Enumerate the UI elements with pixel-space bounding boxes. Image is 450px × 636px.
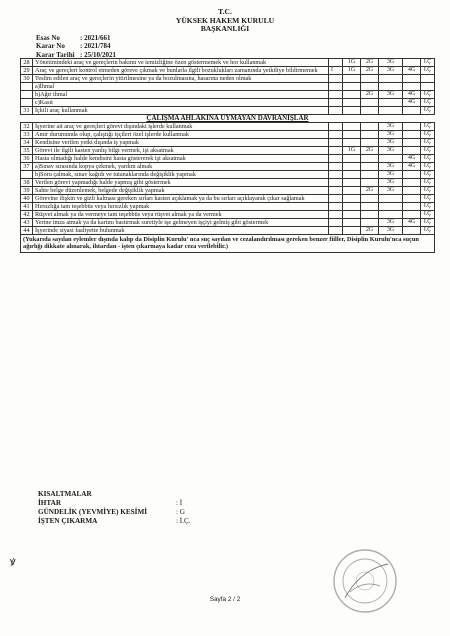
table-row bbox=[21, 131, 435, 139]
row-number: 41 bbox=[21, 203, 33, 211]
gundelik-3g-cell bbox=[379, 107, 403, 115]
gundelik-3g-cell: 3G bbox=[379, 179, 403, 187]
row-number: 43 bbox=[21, 219, 33, 227]
gundelik-4g-cell bbox=[403, 131, 421, 139]
gundelik-2g-cell: 2G bbox=[361, 227, 379, 235]
table-row bbox=[21, 187, 435, 195]
row-description: Amir durumunda olup, çalıştığı işçileri özel işlerde kullanmak bbox=[33, 131, 329, 139]
table-row bbox=[21, 107, 435, 115]
row-description: Sahte belge düzenlemek, belgede değişiklik yapmak bbox=[33, 187, 329, 195]
isten-cikarma-cell: İ.Ç bbox=[421, 139, 435, 147]
ihtar-cell bbox=[329, 163, 343, 171]
gundelik-3g-cell: 3G bbox=[379, 171, 403, 179]
gundelik-2g-cell bbox=[361, 99, 379, 107]
isten-cikarma-cell: İ.Ç bbox=[421, 171, 435, 179]
gundelik-1g-cell bbox=[343, 99, 361, 107]
gundelik-4g-cell bbox=[403, 195, 421, 203]
gundelik-2g-cell: 2G bbox=[361, 59, 379, 67]
gundelik-2g-cell: 2G bbox=[361, 91, 379, 99]
gundelik-2g-cell bbox=[361, 179, 379, 187]
table-row bbox=[21, 139, 435, 147]
table-row bbox=[21, 75, 435, 83]
row-number: 37 bbox=[21, 163, 33, 171]
gundelik-4g-cell bbox=[403, 171, 421, 179]
gundelik-4g-cell bbox=[403, 139, 421, 147]
isten-cikarma-cell: İ.Ç bbox=[421, 195, 435, 203]
isten-cikarma-cell: İ.Ç bbox=[421, 155, 435, 163]
isten-cikarma-cell: İ.Ç bbox=[421, 99, 435, 107]
gundelik-1g-cell bbox=[343, 139, 361, 147]
gundelik-2g-cell bbox=[361, 75, 379, 83]
gundelik-4g-cell bbox=[403, 147, 421, 155]
gundelik-4g-cell bbox=[403, 123, 421, 131]
page-number: Sayfa 2 / 2 bbox=[209, 596, 241, 603]
table-row bbox=[21, 179, 435, 187]
row-number: 28 bbox=[21, 59, 33, 67]
ihtar-cell bbox=[329, 179, 343, 187]
table-row bbox=[21, 59, 435, 67]
section-title-row bbox=[21, 115, 435, 123]
closing-note: (Yukarıda sayılan eylemler dışında kalıp da Disiplin Kurulu' nca suç sayılan ve cezalandırılması gereken benzer fiiller, Disiplin Kurulu'nca suçun ağırlığı dikkate alınarak, ihtardan - işten çıkarmaya kadar ceza verilebilir.) bbox=[21, 235, 435, 253]
ihtar-cell bbox=[329, 203, 343, 211]
header-line-3: BAŞKANLIĞI bbox=[200, 24, 250, 33]
ihtar-cell bbox=[329, 91, 343, 99]
row-number: 35 bbox=[21, 147, 33, 155]
meta-row: Karar Tarihi : 25/10/2021 bbox=[36, 50, 116, 59]
gundelik-1g-cell bbox=[343, 219, 361, 227]
gundelik-4g-cell: 4G bbox=[403, 67, 421, 75]
row-description: İşyerinde siyasi faaliyette bulunmak bbox=[33, 227, 329, 235]
gundelik-1g-cell bbox=[343, 123, 361, 131]
gundelik-2g-cell bbox=[361, 139, 379, 147]
ihtar-cell bbox=[329, 123, 343, 131]
table-row bbox=[21, 155, 435, 163]
gundelik-2g-cell bbox=[361, 219, 379, 227]
gundelik-3g-cell: 3G bbox=[379, 67, 403, 75]
row-description: Verilen görevi yapmadığı halde yapmış gibi göstermek bbox=[33, 179, 329, 187]
gundelik-3g-cell: 3G bbox=[379, 131, 403, 139]
row-number: 31 bbox=[21, 107, 33, 115]
header-line-2: YÜKSEK HAKEM KURULU bbox=[175, 15, 275, 25]
ihtar-cell: İ bbox=[329, 67, 343, 75]
row-description: Teslim edilen araç ve gereçlerin yitirilmesine ya da bozulmasına, hasarına neden olmak bbox=[33, 75, 329, 83]
isten-cikarma-cell bbox=[421, 83, 435, 91]
gundelik-4g-cell: 4G bbox=[403, 99, 421, 107]
abbreviations-title: KISALTMALAR bbox=[38, 490, 92, 498]
isten-cikarma-cell: İ.Ç bbox=[421, 123, 435, 131]
gundelik-4g-cell bbox=[403, 75, 421, 83]
handwritten-initials: ꝟ bbox=[10, 555, 16, 568]
row-description: a)İhmal bbox=[33, 83, 329, 91]
gundelik-1g-cell bbox=[343, 227, 361, 235]
gundelik-1g-cell bbox=[343, 91, 361, 99]
ihtar-cell bbox=[329, 83, 343, 91]
row-number bbox=[21, 99, 33, 107]
gundelik-2g-cell bbox=[361, 155, 379, 163]
gundelik-1g-cell bbox=[343, 203, 361, 211]
official-seal-stamp bbox=[330, 546, 400, 616]
gundelik-2g-cell bbox=[361, 211, 379, 219]
row-number: 40 bbox=[21, 195, 33, 203]
abbreviation-item: İHTAR : İ bbox=[38, 499, 183, 507]
isten-cikarma-cell bbox=[421, 75, 435, 83]
row-number: 30 bbox=[21, 75, 33, 83]
gundelik-4g-cell: 4G bbox=[403, 155, 421, 163]
table-row bbox=[21, 227, 435, 235]
ihtar-cell bbox=[329, 211, 343, 219]
isten-cikarma-cell: İ.Ç bbox=[421, 179, 435, 187]
gundelik-1g-cell bbox=[343, 195, 361, 203]
gundelik-4g-cell: 4G bbox=[403, 91, 421, 99]
isten-cikarma-cell: İ.Ç bbox=[421, 203, 435, 211]
table-row bbox=[21, 83, 435, 91]
isten-cikarma-cell: İ.Ç bbox=[421, 67, 435, 75]
gundelik-2g-cell bbox=[361, 203, 379, 211]
gundelik-1g-cell bbox=[343, 83, 361, 91]
gundelik-3g-cell bbox=[379, 211, 403, 219]
row-description: Hasta olmadığı halde kendisini hasta göstererek işi aksatmak bbox=[33, 155, 329, 163]
row-number: 38 bbox=[21, 179, 33, 187]
ihtar-cell bbox=[329, 187, 343, 195]
gundelik-3g-cell: 3G bbox=[379, 163, 403, 171]
header-line-1: T.C. bbox=[218, 7, 232, 16]
gundelik-2g-cell bbox=[361, 131, 379, 139]
row-number: 36 bbox=[21, 155, 33, 163]
gundelik-4g-cell bbox=[403, 59, 421, 67]
gundelik-4g-cell bbox=[403, 203, 421, 211]
gundelik-1g-cell bbox=[343, 107, 361, 115]
table-row bbox=[21, 99, 435, 107]
ihtar-cell bbox=[329, 75, 343, 83]
ihtar-cell bbox=[329, 227, 343, 235]
gundelik-4g-cell bbox=[403, 107, 421, 115]
row-number bbox=[21, 83, 33, 91]
gundelik-3g-cell: 3G bbox=[379, 187, 403, 195]
isten-cikarma-cell: İ.Ç bbox=[421, 219, 435, 227]
penalty-table bbox=[20, 58, 435, 253]
row-description: c)Kasıt bbox=[33, 99, 329, 107]
row-description: b)Soru çalmak, sınav kağıdı ve tutanaklarında değişiklik yapmak bbox=[33, 171, 329, 179]
row-description: İşyerine ait araç ve gereçleri görevi dışındaki işlerde kullanmak bbox=[33, 123, 329, 131]
gundelik-1g-cell bbox=[343, 171, 361, 179]
ihtar-cell bbox=[329, 147, 343, 155]
gundelik-3g-cell bbox=[379, 155, 403, 163]
gundelik-3g-cell: 3G bbox=[379, 227, 403, 235]
gundelik-2g-cell bbox=[361, 171, 379, 179]
row-description: b)Ağır ihmal bbox=[33, 91, 329, 99]
ihtar-cell bbox=[329, 139, 343, 147]
gundelik-1g-cell bbox=[343, 179, 361, 187]
row-number bbox=[21, 171, 33, 179]
table-row bbox=[21, 211, 435, 219]
isten-cikarma-cell: İ.Ç bbox=[421, 211, 435, 219]
isten-cikarma-cell: İ.Ç bbox=[421, 163, 435, 171]
gundelik-3g-cell bbox=[379, 83, 403, 91]
gundelik-2g-cell: 2G bbox=[361, 67, 379, 75]
document-header bbox=[0, 8, 450, 34]
ihtar-cell bbox=[329, 155, 343, 163]
table-row bbox=[21, 163, 435, 171]
section-title: ÇALIŞMA AHLAKINA UYMAYAN DAVRANIŞLAR bbox=[21, 115, 435, 123]
row-number: 44 bbox=[21, 227, 33, 235]
gundelik-4g-cell bbox=[403, 211, 421, 219]
table-row bbox=[21, 67, 435, 75]
abbreviation-item: GÜNDELİK (YEVMİYE) KESİMİ : G bbox=[38, 508, 185, 516]
gundelik-1g-cell bbox=[343, 211, 361, 219]
row-number: 32 bbox=[21, 123, 33, 131]
row-number: 42 bbox=[21, 211, 33, 219]
isten-cikarma-cell: İ.Ç bbox=[421, 107, 435, 115]
gundelik-1g-cell bbox=[343, 155, 361, 163]
ihtar-cell bbox=[329, 195, 343, 203]
row-description: Kendisine verilen yetki dışında iş yapmak bbox=[33, 139, 329, 147]
ihtar-cell bbox=[329, 59, 343, 67]
gundelik-3g-cell: 3G bbox=[379, 147, 403, 155]
isten-cikarma-cell: İ.Ç bbox=[421, 59, 435, 67]
gundelik-4g-cell: 4G bbox=[403, 163, 421, 171]
table-row bbox=[21, 171, 435, 179]
row-number: 29 bbox=[21, 67, 33, 75]
gundelik-2g-cell bbox=[361, 123, 379, 131]
gundelik-3g-cell: 3G bbox=[379, 123, 403, 131]
gundelik-1g-cell bbox=[343, 75, 361, 83]
gundelik-1g-cell: 1G bbox=[343, 147, 361, 155]
gundelik-4g-cell bbox=[403, 187, 421, 195]
gundelik-2g-cell bbox=[361, 163, 379, 171]
gundelik-4g-cell bbox=[403, 83, 421, 91]
table-row bbox=[21, 123, 435, 131]
ihtar-cell bbox=[329, 219, 343, 227]
table-row bbox=[21, 203, 435, 211]
gundelik-2g-cell: 2G bbox=[361, 187, 379, 195]
table-row bbox=[21, 91, 435, 99]
ihtar-cell bbox=[329, 99, 343, 107]
gundelik-1g-cell: 1G bbox=[343, 59, 361, 67]
gundelik-3g-cell: 3G bbox=[379, 91, 403, 99]
table-row bbox=[21, 195, 435, 203]
gundelik-2g-cell bbox=[361, 107, 379, 115]
case-meta bbox=[36, 34, 116, 59]
gundelik-3g-cell bbox=[379, 75, 403, 83]
row-number: 39 bbox=[21, 187, 33, 195]
row-description: Rüşvet almak ya da vermeye tam teşebbüs veya rüşvet almak ya da vermek bbox=[33, 211, 329, 219]
gundelik-3g-cell: 3G bbox=[379, 139, 403, 147]
row-number: 34 bbox=[21, 139, 33, 147]
gundelik-3g-cell: 3G bbox=[379, 219, 403, 227]
table-row bbox=[21, 219, 435, 227]
isten-cikarma-cell: İ.Ç bbox=[421, 147, 435, 155]
note-row bbox=[21, 235, 435, 253]
row-number: 33 bbox=[21, 131, 33, 139]
row-description: Hırsızlığa tam teşebbüs veya hırsızlık yapmak bbox=[33, 203, 329, 211]
row-description: Araç ve gereçleri kontrol etmeden göreve çıkmak ve bunlarla ilgili bozuklukları zamanında yetkiliye bildirmemek bbox=[33, 67, 329, 75]
isten-cikarma-cell: İ.Ç bbox=[421, 187, 435, 195]
gundelik-1g-cell: 1G bbox=[343, 67, 361, 75]
isten-cikarma-cell: İ.Ç bbox=[421, 227, 435, 235]
abbreviation-item: İŞTEN ÇIKARMA : İ.Ç. bbox=[38, 517, 191, 525]
ihtar-cell bbox=[329, 131, 343, 139]
gundelik-2g-cell bbox=[361, 83, 379, 91]
gundelik-2g-cell: 2G bbox=[361, 147, 379, 155]
row-description: Görevi ile ilgili kasten yanlış bilgi vermek, işi aksatmak bbox=[33, 147, 329, 155]
gundelik-3g-cell: 3G bbox=[379, 59, 403, 67]
row-description: Yönetimindeki araç ve gereçlerin bakımı ve temizliğine özen göstermemek ve hor kullanmak bbox=[33, 59, 329, 67]
gundelik-3g-cell bbox=[379, 99, 403, 107]
gundelik-4g-cell bbox=[403, 227, 421, 235]
gundelik-1g-cell bbox=[343, 187, 361, 195]
row-description: İçkili araç kullanmak bbox=[33, 107, 329, 115]
isten-cikarma-cell: İ.Ç bbox=[421, 91, 435, 99]
gundelik-3g-cell bbox=[379, 195, 403, 203]
abbreviations bbox=[38, 490, 191, 526]
isten-cikarma-cell: İ.Ç bbox=[421, 131, 435, 139]
row-number bbox=[21, 91, 33, 99]
gundelik-4g-cell: 4G bbox=[403, 219, 421, 227]
row-description: Görevine ilişkin ve gizli kalması gereken sırları kasten açıklamak ya da bu sırları açıklayarak çıkar sağlamak bbox=[33, 195, 329, 203]
table-row bbox=[21, 147, 435, 155]
meta-row: Karar No : 2021/784 bbox=[36, 42, 111, 51]
meta-row: Esas No : 2021/661 bbox=[36, 34, 111, 42]
ihtar-cell bbox=[329, 171, 343, 179]
gundelik-2g-cell bbox=[361, 195, 379, 203]
gundelik-3g-cell bbox=[379, 203, 403, 211]
gundelik-1g-cell bbox=[343, 131, 361, 139]
gundelik-4g-cell bbox=[403, 179, 421, 187]
row-description: Yerine imza atmak ya da kartını bastırmak suretiyle işe gelmeyen işçiyi gelmiş gibi göstermek bbox=[33, 219, 329, 227]
gundelik-1g-cell bbox=[343, 163, 361, 171]
row-description: a)Sınav sırasında kopya çekmek, yardım almak bbox=[33, 163, 329, 171]
ihtar-cell bbox=[329, 107, 343, 115]
